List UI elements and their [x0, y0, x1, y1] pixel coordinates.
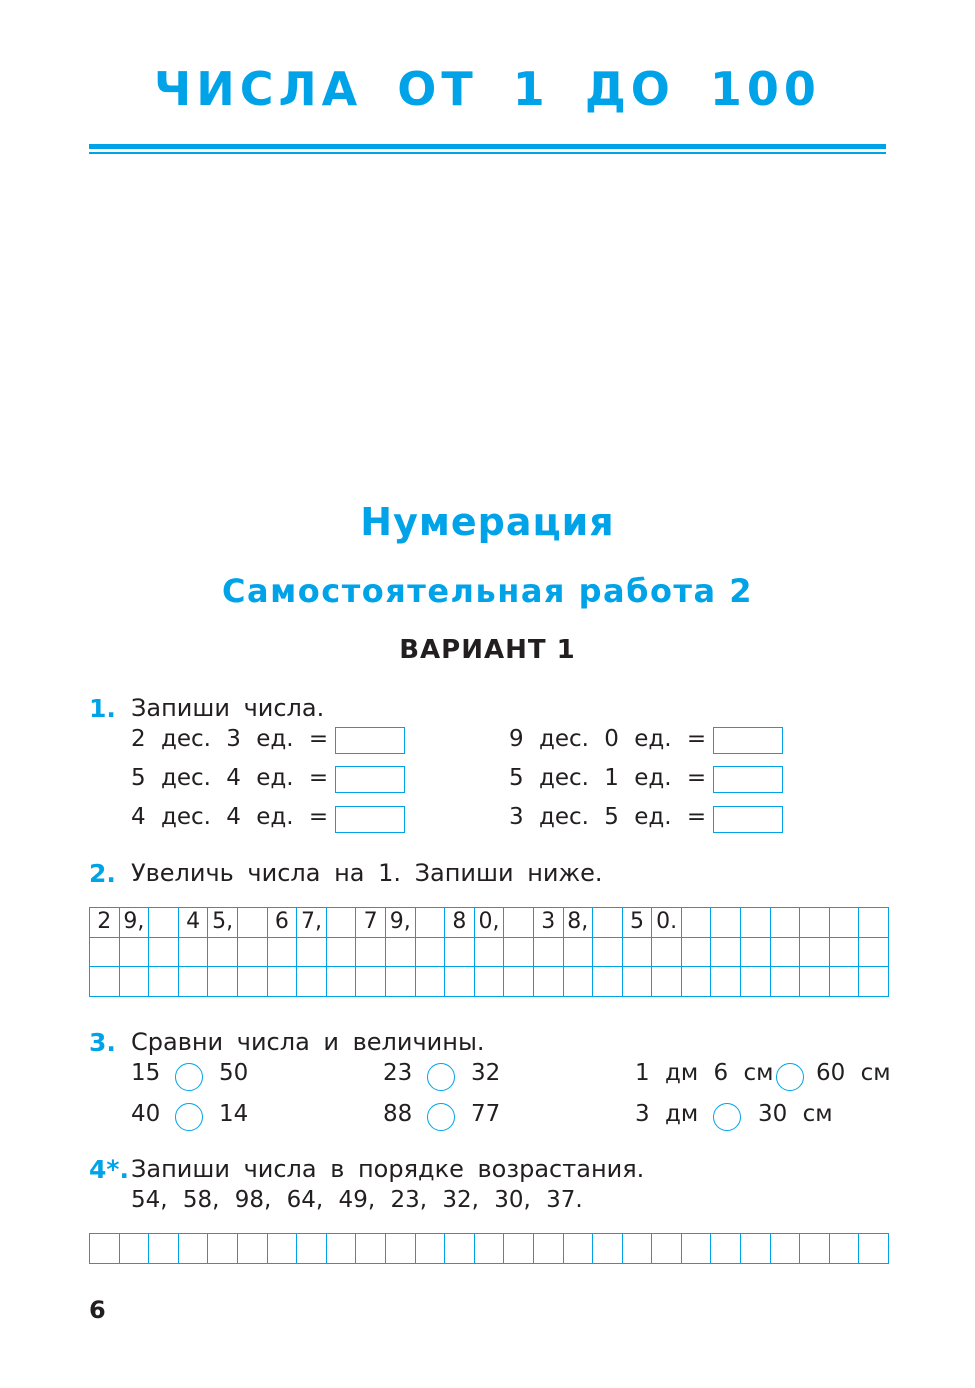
compare-circle[interactable]: [713, 1103, 741, 1131]
compare-right-value: 30 см: [758, 1101, 833, 1127]
task-1-right-line: 9 дес. 0 ед. =: [509, 726, 707, 752]
grid-cell[interactable]: [119, 1234, 149, 1264]
grid-cell[interactable]: [149, 908, 179, 938]
grid-cell[interactable]: [711, 937, 741, 967]
answer-box[interactable]: [335, 806, 405, 833]
grid-cell[interactable]: [267, 1234, 297, 1264]
grid-cell[interactable]: [800, 1234, 830, 1264]
grid-cell[interactable]: [267, 937, 297, 967]
grid-cell[interactable]: [237, 1234, 267, 1264]
grid-cell[interactable]: [149, 1234, 179, 1264]
task-2-number: 2.: [89, 859, 116, 888]
grid-cell[interactable]: [149, 967, 179, 997]
grid-cell[interactable]: [267, 967, 297, 997]
grid-cell[interactable]: [593, 967, 623, 997]
grid-cell[interactable]: [504, 908, 534, 938]
compare-right-value: 77: [471, 1101, 501, 1127]
grid-cell[interactable]: [770, 1234, 800, 1264]
grid-cell[interactable]: [208, 967, 238, 997]
task-1-right-line: 5 дес. 1 ед. =: [509, 765, 707, 791]
grid-cell[interactable]: [415, 908, 445, 938]
grid-cell[interactable]: [800, 908, 830, 938]
grid-cell[interactable]: 8: [445, 908, 475, 938]
grid-cell[interactable]: [741, 937, 771, 967]
compare-left-value: 40: [131, 1101, 161, 1127]
grid-cell[interactable]: [178, 937, 208, 967]
grid-cell[interactable]: [652, 1234, 682, 1264]
header-rule-thin: [89, 152, 886, 154]
grid-cell[interactable]: [326, 1234, 356, 1264]
grid-cell[interactable]: [385, 937, 415, 967]
grid-cell[interactable]: [445, 967, 475, 997]
grid-cell[interactable]: 9,: [119, 908, 149, 938]
compare-circle[interactable]: [427, 1103, 455, 1131]
task-4-numbers: 54, 58, 98, 64, 49, 23, 32, 30, 37.: [131, 1187, 583, 1213]
compare-circle[interactable]: [776, 1063, 804, 1091]
section-subtitle: Самостоятельная работа 2: [222, 572, 753, 610]
grid-cell[interactable]: 8,: [563, 908, 593, 938]
grid-cell[interactable]: [237, 967, 267, 997]
grid-cell[interactable]: 0.: [652, 908, 682, 938]
grid-cell[interactable]: 5,: [208, 908, 238, 938]
compare-left-value: 3 дм: [635, 1101, 699, 1127]
grid-cell[interactable]: [90, 937, 120, 967]
header-rule-thick: [89, 144, 886, 149]
grid-cell[interactable]: [741, 1234, 771, 1264]
grid-cell[interactable]: [474, 1234, 504, 1264]
compare-left-value: 15: [131, 1060, 161, 1086]
answer-box[interactable]: [335, 766, 405, 793]
grid-cell[interactable]: [859, 967, 889, 997]
grid-cell[interactable]: 3: [533, 908, 563, 938]
grid-cell[interactable]: [681, 1234, 711, 1264]
grid-cell[interactable]: [178, 1234, 208, 1264]
grid-cell[interactable]: [415, 1234, 445, 1264]
grid-cell[interactable]: [208, 1234, 238, 1264]
grid-cell[interactable]: [593, 908, 623, 938]
grid-cell[interactable]: [326, 908, 356, 938]
grid-cell[interactable]: [652, 937, 682, 967]
grid-cell[interactable]: [385, 1234, 415, 1264]
task-3-text: Сравни числа и величины.: [131, 1028, 485, 1056]
grid-cell[interactable]: [533, 937, 563, 967]
grid-cell[interactable]: [533, 1234, 563, 1264]
grid-cell[interactable]: [297, 937, 327, 967]
compare-right-value: 14: [219, 1101, 249, 1127]
task-1-left-line: 5 дес. 4 ед. =: [131, 765, 329, 791]
grid-cell[interactable]: [741, 908, 771, 938]
grid-cell[interactable]: [859, 1234, 889, 1264]
grid-cell[interactable]: [119, 937, 149, 967]
grid-cell[interactable]: [681, 937, 711, 967]
grid-cell[interactable]: [652, 967, 682, 997]
grid-cell[interactable]: [800, 937, 830, 967]
grid-cell[interactable]: 2: [90, 908, 120, 938]
grid-cell[interactable]: 6: [267, 908, 297, 938]
grid-cell[interactable]: [90, 1234, 120, 1264]
task-4-text: Запиши числа в порядке возрастания.: [131, 1155, 645, 1183]
grid-cell[interactable]: [593, 937, 623, 967]
grid-cell[interactable]: 9,: [385, 908, 415, 938]
task-2-answer-grid[interactable]: [89, 907, 889, 997]
compare-left-value: 23: [383, 1060, 413, 1086]
compare-right-value: 32: [471, 1060, 501, 1086]
grid-cell[interactable]: [563, 1234, 593, 1264]
task-1-left-line: 2 дес. 3 ед. =: [131, 726, 329, 752]
grid-cell[interactable]: [504, 1234, 534, 1264]
grid-cell[interactable]: [415, 937, 445, 967]
grid-cell[interactable]: [563, 967, 593, 997]
grid-cell[interactable]: [119, 967, 149, 997]
grid-cell[interactable]: [859, 937, 889, 967]
grid-cell[interactable]: [622, 937, 652, 967]
grid-cell[interactable]: [741, 967, 771, 997]
grid-cell[interactable]: [681, 908, 711, 938]
compare-right-value: 60 см: [816, 1060, 891, 1086]
grid-cell[interactable]: [474, 937, 504, 967]
grid-cell[interactable]: [445, 937, 475, 967]
grid-cell[interactable]: [681, 967, 711, 997]
task-4-answer-grid[interactable]: [89, 1233, 889, 1264]
grid-cell[interactable]: [859, 908, 889, 938]
grid-cell[interactable]: [711, 1234, 741, 1264]
task-1-number: 1.: [89, 694, 116, 723]
grid-cell[interactable]: [297, 967, 327, 997]
grid-cell[interactable]: [149, 937, 179, 967]
variant-label: ВАРИАНТ 1: [399, 635, 576, 665]
task-1-left-line: 4 дес. 4 ед. =: [131, 804, 329, 830]
grid-cell[interactable]: [90, 967, 120, 997]
grid-cell[interactable]: [326, 967, 356, 997]
answer-box[interactable]: [713, 766, 783, 793]
grid-cell[interactable]: [208, 937, 238, 967]
task-3-number: 3.: [89, 1028, 116, 1057]
grid-cell[interactable]: [237, 908, 267, 938]
task-1-text: Запиши числа.: [131, 694, 325, 722]
grid-cell[interactable]: [326, 937, 356, 967]
grid-cell[interactable]: [297, 1234, 327, 1264]
answer-box[interactable]: [713, 727, 783, 754]
grid-cell[interactable]: [415, 967, 445, 997]
grid-cell[interactable]: [829, 1234, 859, 1264]
grid-cell[interactable]: [770, 967, 800, 997]
grid-cell[interactable]: [504, 937, 534, 967]
grid-cell[interactable]: 0,: [474, 908, 504, 938]
grid-cell[interactable]: [622, 967, 652, 997]
grid-row: [90, 967, 889, 997]
answer-box[interactable]: [335, 727, 405, 754]
chapter-title: ЧИСЛА ОТ 1 ДО 100: [154, 62, 821, 116]
task-1-right-line: 3 дес. 5 ед. =: [509, 804, 707, 830]
grid-cell[interactable]: 7: [356, 908, 386, 938]
compare-circle[interactable]: [175, 1103, 203, 1131]
answer-box[interactable]: [713, 806, 783, 833]
compare-left-value: 1 дм 6 см: [635, 1060, 774, 1086]
grid-row: [90, 908, 889, 938]
grid-cell[interactable]: [829, 967, 859, 997]
grid-cell[interactable]: [563, 937, 593, 967]
grid-cell[interactable]: [445, 1234, 475, 1264]
compare-circle[interactable]: [427, 1063, 455, 1091]
compare-left-value: 88: [383, 1101, 413, 1127]
grid-cell[interactable]: 4: [178, 908, 208, 938]
compare-right-value: 50: [219, 1060, 249, 1086]
grid-cell[interactable]: [770, 908, 800, 938]
page-number: 6: [89, 1296, 106, 1324]
grid-cell[interactable]: [711, 908, 741, 938]
grid-row: [90, 937, 889, 967]
grid-cell[interactable]: [504, 967, 534, 997]
grid-cell[interactable]: [800, 967, 830, 997]
grid-cell[interactable]: [385, 967, 415, 997]
grid-cell[interactable]: [474, 967, 504, 997]
grid-cell[interactable]: [356, 967, 386, 997]
grid-cell[interactable]: [356, 937, 386, 967]
compare-circle[interactable]: [175, 1063, 203, 1091]
grid-cell[interactable]: [356, 1234, 386, 1264]
grid-cell[interactable]: [622, 1234, 652, 1264]
grid-cell[interactable]: [770, 937, 800, 967]
grid-cell[interactable]: [533, 967, 563, 997]
grid-cell[interactable]: [711, 967, 741, 997]
grid-cell[interactable]: [237, 937, 267, 967]
section-title: Нумерация: [360, 500, 615, 544]
grid-cell[interactable]: 5: [622, 908, 652, 938]
grid-row: [90, 1234, 889, 1264]
grid-cell[interactable]: [829, 908, 859, 938]
task-4-number: 4*.: [89, 1155, 129, 1184]
grid-cell[interactable]: [178, 967, 208, 997]
grid-cell[interactable]: [593, 1234, 623, 1264]
grid-cell[interactable]: [829, 937, 859, 967]
grid-cell[interactable]: 7,: [297, 908, 327, 938]
task-2-text: Увеличь числа на 1. Запиши ниже.: [131, 859, 603, 887]
